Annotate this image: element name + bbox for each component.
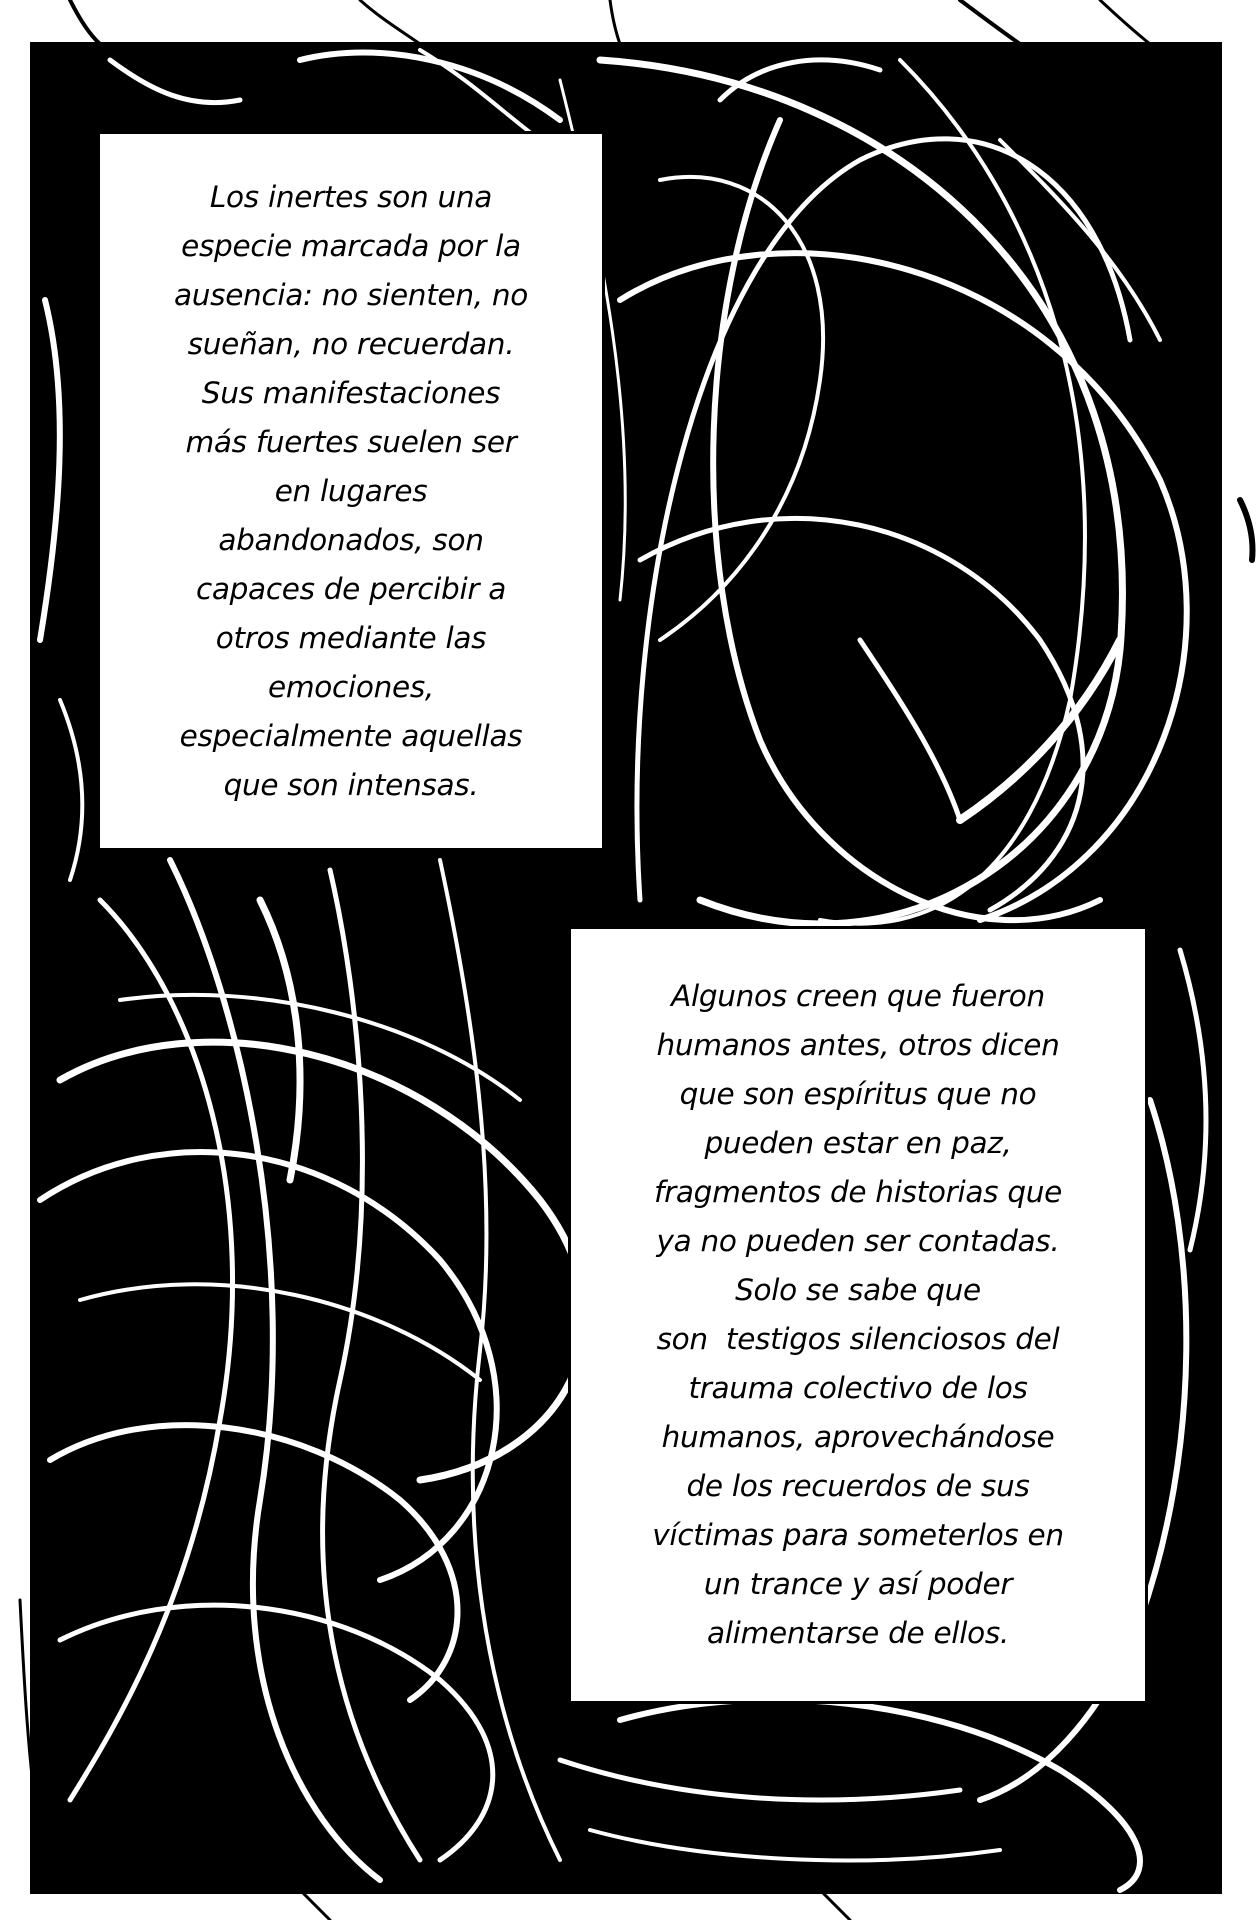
caption-line: Los inertes son una	[209, 179, 493, 214]
caption-line: más fuertes suelen ser	[185, 424, 517, 459]
caption-line: sueñan, no recuerdan.	[187, 326, 515, 361]
caption-line: que son intensas.	[223, 767, 479, 802]
caption-line: pueden estar en paz,	[704, 1126, 1012, 1160]
caption-line: que son espíritus que no	[679, 1077, 1037, 1111]
caption-line: fragmentos de historias que	[653, 1175, 1062, 1209]
caption-line: son testigos silenciosos del	[656, 1322, 1060, 1356]
caption-line: ya no pueden ser contadas.	[656, 1224, 1060, 1258]
caption-line: Algunos creen que fueron	[671, 979, 1045, 1013]
caption-line: Solo se sabe que	[735, 1273, 981, 1307]
caption-box-top-left	[97, 131, 605, 851]
caption-line: abandonados, son	[218, 522, 484, 557]
caption-text	[174, 173, 528, 810]
caption-line: humanos, aprovechándose	[661, 1420, 1055, 1454]
caption-line: emociones,	[267, 669, 434, 704]
caption-line: alimentarse de ellos.	[706, 1616, 1009, 1650]
caption-box-bottom-right	[568, 926, 1148, 1704]
caption-line: un trance y así poder	[703, 1567, 1013, 1601]
caption-line: de los recuerdos de sus	[686, 1469, 1030, 1503]
caption-line: ausencia: no sienten, no	[173, 277, 529, 312]
caption-text	[652, 972, 1063, 1658]
caption-line: otros mediante las	[215, 620, 487, 655]
caption-line: trauma colectivo de los	[688, 1371, 1028, 1405]
caption-line: humanos antes, otros dicen	[656, 1028, 1060, 1062]
caption-line: capaces de percibir a	[195, 571, 507, 606]
caption-line: víctimas para someterlos en	[652, 1518, 1064, 1552]
caption-line: especie marcada por la	[181, 228, 521, 263]
caption-line: especialmente aquellas	[179, 718, 523, 753]
caption-line: Sus manifestaciones	[201, 375, 501, 410]
caption-line: en lugares	[274, 473, 428, 508]
